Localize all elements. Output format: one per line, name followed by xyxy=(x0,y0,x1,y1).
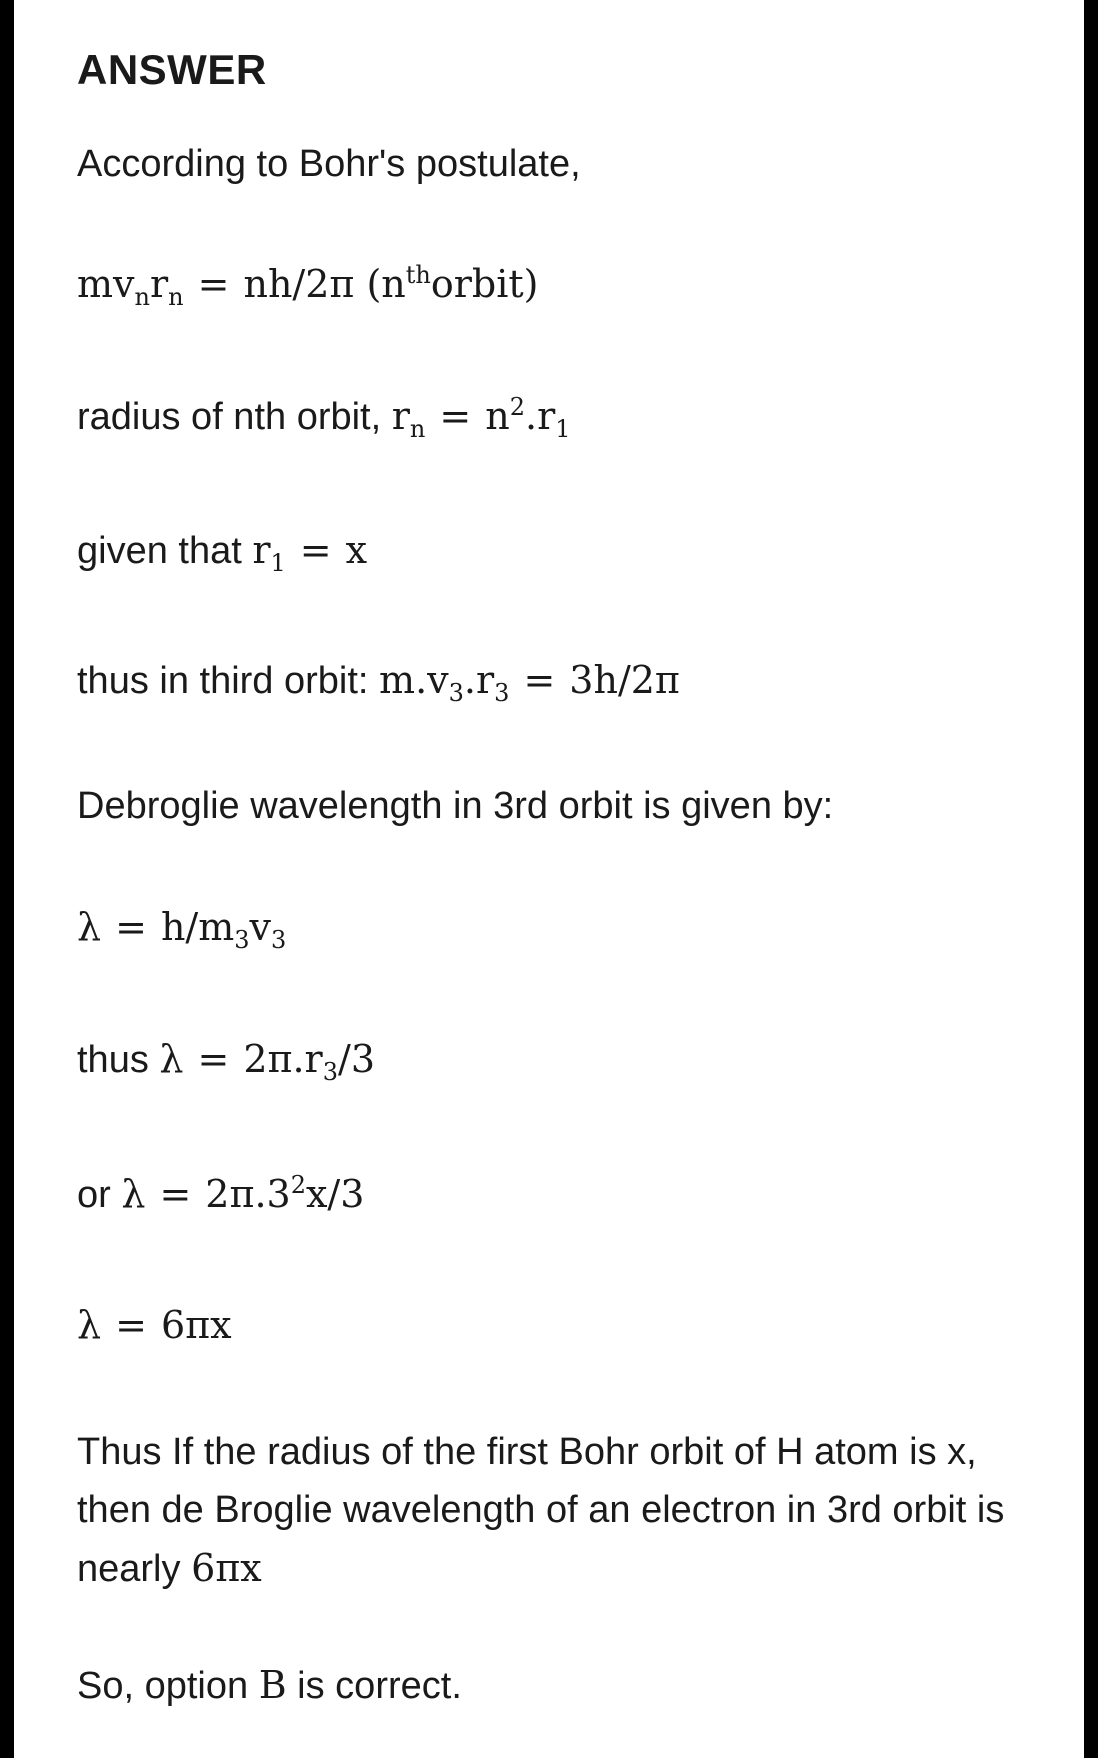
lambda-rhs: h/m xyxy=(160,905,235,949)
third-orbit-m: m.v xyxy=(379,658,449,702)
lambda-symbol: λ xyxy=(77,1303,102,1347)
or-tail: x/3 xyxy=(306,1172,365,1216)
given-sub: 1 xyxy=(270,549,286,577)
radius-line: radius of nth orbit, $r_n = n^2.r_1$ xyxy=(77,393,571,443)
eq-lhs-r: r xyxy=(149,262,169,306)
radius-sup: 2 xyxy=(509,393,525,421)
final-lambda: λ = 6πx xyxy=(77,1303,232,1347)
third-orbit-mid: .r xyxy=(463,658,495,702)
lambda-symbol: λ xyxy=(159,1037,184,1081)
answer-page xyxy=(14,0,1084,1758)
third-orbit-sub1: 3 xyxy=(448,679,464,707)
third-orbit-sub2: 3 xyxy=(494,679,510,707)
thus-sub: 3 xyxy=(322,1058,339,1086)
answer-post: is correct. xyxy=(286,1665,462,1707)
given-rhs: x xyxy=(345,528,368,572)
lambda-sub1: 3 xyxy=(234,926,250,954)
radius-r: r xyxy=(391,394,410,438)
or-rhs: 2π.3 xyxy=(205,1172,291,1216)
conclusion-value: 6πx xyxy=(191,1546,262,1590)
thus-text: thus xyxy=(77,1039,160,1081)
eq-rhs: nh/2π (n xyxy=(243,262,406,306)
conclusion-paragraph xyxy=(77,1423,1037,1598)
radius-tail-sub: 1 xyxy=(555,415,571,443)
answer-pre: So, option xyxy=(77,1665,259,1707)
thus-rhs: 2π.r xyxy=(243,1037,323,1081)
third-orbit-text: thus in third orbit: xyxy=(77,660,380,702)
eq-rhs-end: orbit) xyxy=(430,262,539,306)
third-orbit-line: thus in third orbit: $m.v_3.r_3 = 3h/2\pi$ xyxy=(77,658,680,707)
given-line: given that $r_1 = x$ xyxy=(77,528,368,577)
or-sup: 2 xyxy=(290,1171,306,1199)
given-r: r xyxy=(252,528,271,572)
bohr-postulate-equation: $mv_nr_n = nh/2\pi$ $(n^{th}orbit)$ xyxy=(77,261,539,311)
lambda-v: v xyxy=(249,905,271,949)
or-lambda-line: or $\lambda = 2\pi.3^2x/3$ xyxy=(77,1171,365,1216)
thus-lambda-line: thus $\lambda = 2\pi.r_3/3$ xyxy=(77,1037,375,1086)
given-text: given that xyxy=(77,530,253,572)
radius-n: n xyxy=(485,394,510,438)
lambda-symbol: λ xyxy=(121,1172,146,1216)
radius-sub: n xyxy=(409,415,426,443)
eq-sub: n xyxy=(134,283,150,311)
lambda-sub2: 3 xyxy=(271,926,287,954)
eq-sup: th xyxy=(405,261,431,289)
radius-tail: .r xyxy=(524,394,556,438)
final-rhs: 6πx xyxy=(160,1303,232,1347)
or-text: or xyxy=(77,1174,122,1216)
answer-line xyxy=(77,1663,462,1708)
conclusion-text: Thus If the radius of the first Bohr orbit of H atom is x, then de Broglie wavelength of an electron in 3rd orbit is nearly xyxy=(77,1431,1005,1590)
lambda-symbol: λ xyxy=(77,905,102,949)
third-orbit-rhs: 3h/2π xyxy=(569,658,680,702)
eq-sub: n xyxy=(168,283,184,311)
eq-lhs-mv: mv xyxy=(77,262,135,306)
answer-option: B xyxy=(258,1663,287,1707)
intro-text: According to Bohr's postulate, xyxy=(77,143,581,185)
answer-heading: ANSWER xyxy=(77,46,267,93)
radius-text: radius of nth orbit, xyxy=(77,396,392,438)
debroglie-text: Debroglie wavelength in 3rd orbit is given by: xyxy=(77,785,834,827)
thus-tail: /3 xyxy=(338,1037,375,1081)
lambda-formula: $\lambda = h/m_3v_3$ xyxy=(77,905,287,954)
